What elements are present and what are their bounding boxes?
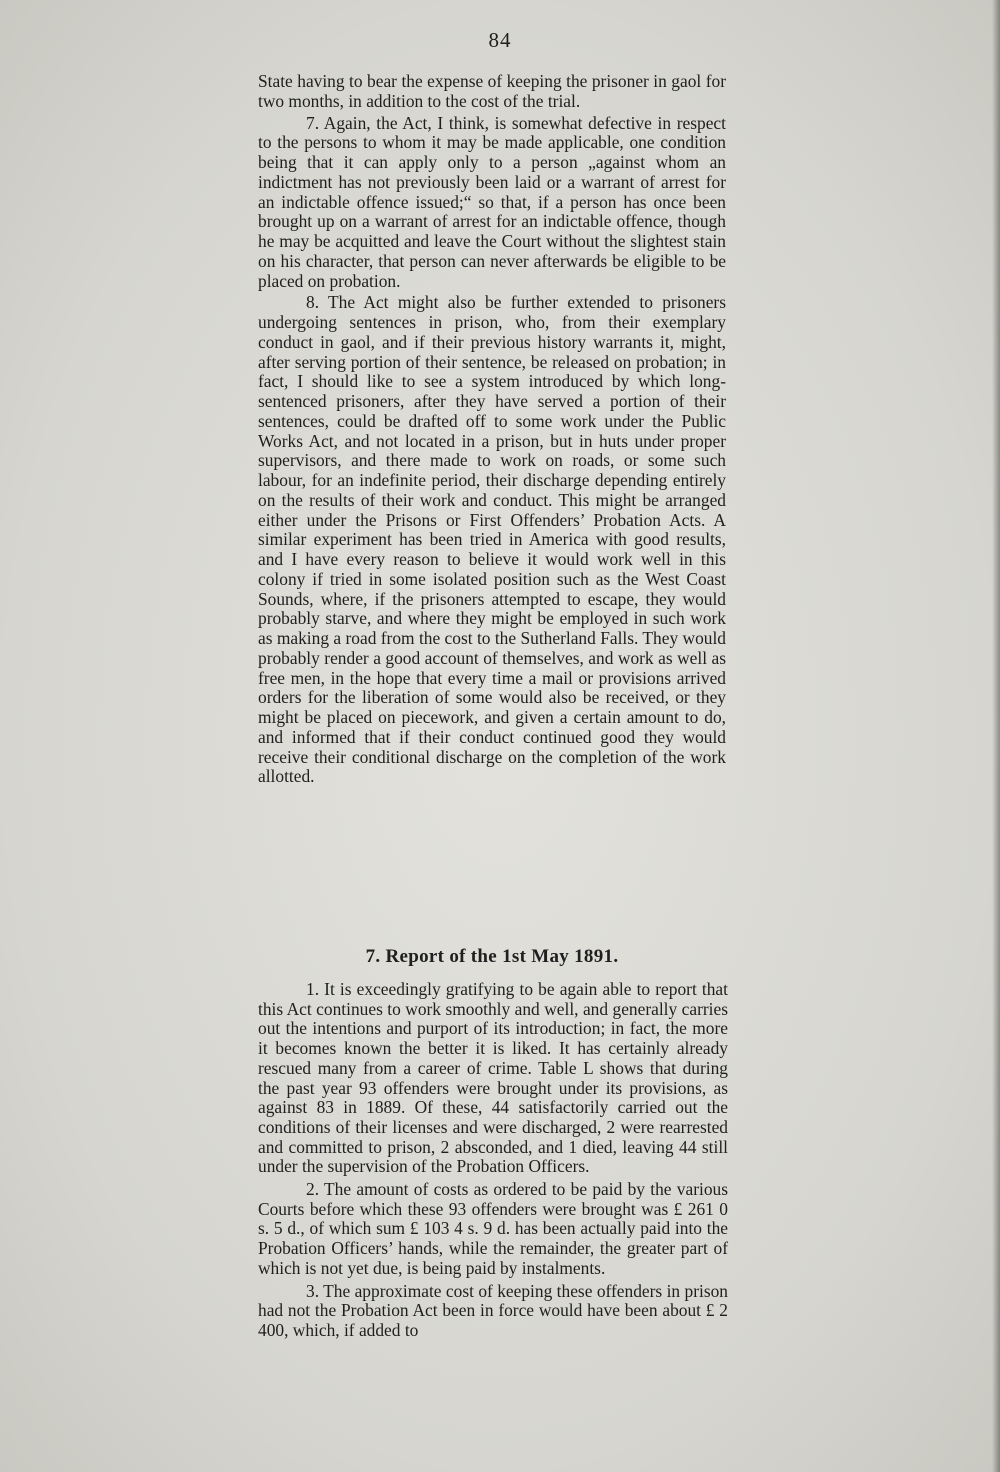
report-paragraph-3: 3. The approximate cost of keeping these offenders in prison had not the Probation Act been in force would have been about £ 2 400, which, if added to [258, 1280, 728, 1340]
text-column-bottom [258, 980, 728, 1344]
page-number: 84 [488, 28, 512, 52]
paragraph-8: 8. The Act might also be further extended to prisoners undergoing sentences in prison, who, from their exemplary conduct in gaol, and if their previous history warrants it, might, after serving portion of their sentence, be released on probation; in fact, I should like to see a system introduced by which long-sentenced prisoners, after they have served a portion of their sentences, could be drafted off to some work under the Public Works Act, and not located in a prison, but in huts under proper supervisors, and there made to work on roads, or some such labour, for an indefinite period, their discharge depending entirely on the results of their work and conduct. This might be arranged either under the Prisons or First Offenders’ Probation Acts. A similar experiment has been tried in America with good results, and I have every reason to believe it would work well in this colony if tried in some isolated position such as the West Coast Sounds, where, if the prisoners attempted to escape, they would probably starve, and where they might be employed in such work as making a road from the cost to the Sutherland Falls. They would probably render a good account of themselves, and work as well as free men, in the hope that every time a mail or provisions arrived orders for the liberation of some would also be received, or they might be placed on piecework, and given a certain amount to do, and informed that if their conduct continued good they would receive their conditional discharge on the completion of the work allotted. [258, 292, 726, 787]
report-heading: 7. Report of the 1st May 1891. [365, 946, 619, 967]
text-column-top [258, 72, 726, 789]
paragraph-continuation: State having to bear the expense of keeping the prisoner in gaol for two months, in addition to the cost of the trial. [258, 71, 726, 111]
report-paragraph-1: 1. It is exceedingly gratifying to be again able to report that this Act continues to work smoothly and well, and generally carries out the intentions and purport of its introduction; in fact, the more it becomes known the better it is liked. It has certainly already rescued many from a career of crime. Table L shows that during the past year 93 offenders were brought under its provisions, as against 83 in 1889. Of these, 44 satisfactorily carried out the conditions of their licenses and were discharged, 2 were rearrested and committed to prison, 2 absconded, and 1 died, leaving 44 still under the supervision of the Probation Officers. [258, 979, 728, 1177]
paragraph-7: 7. Again, the Act, I think, is somewhat defective in respect to the persons to whom it may be made applicable, one condition being that it can apply only to a person „against whom an indictment has not previously been laid or a warrant of arrest for an indictable offence issued;“ so that, if a person has once been brought up on a warrant of arrest for an indictable offence, though he may be acquitted and leave the Court without the slightest stain on his character, that person can never afterwards be eligible to be placed on probation. [258, 112, 726, 291]
report-paragraph-2: 2. The amount of costs as ordered to be paid by the various Courts before which these 93 offenders were brought was £ 261 0 s. 5 d., of which sum £ 103 4 s. 9 d. has been actually paid into the Probation Officers’ hands, while the remainder, the greater part of which is not yet due, is being paid by instalments. [258, 1179, 728, 1278]
page-edge-shadow [992, 0, 1000, 1472]
